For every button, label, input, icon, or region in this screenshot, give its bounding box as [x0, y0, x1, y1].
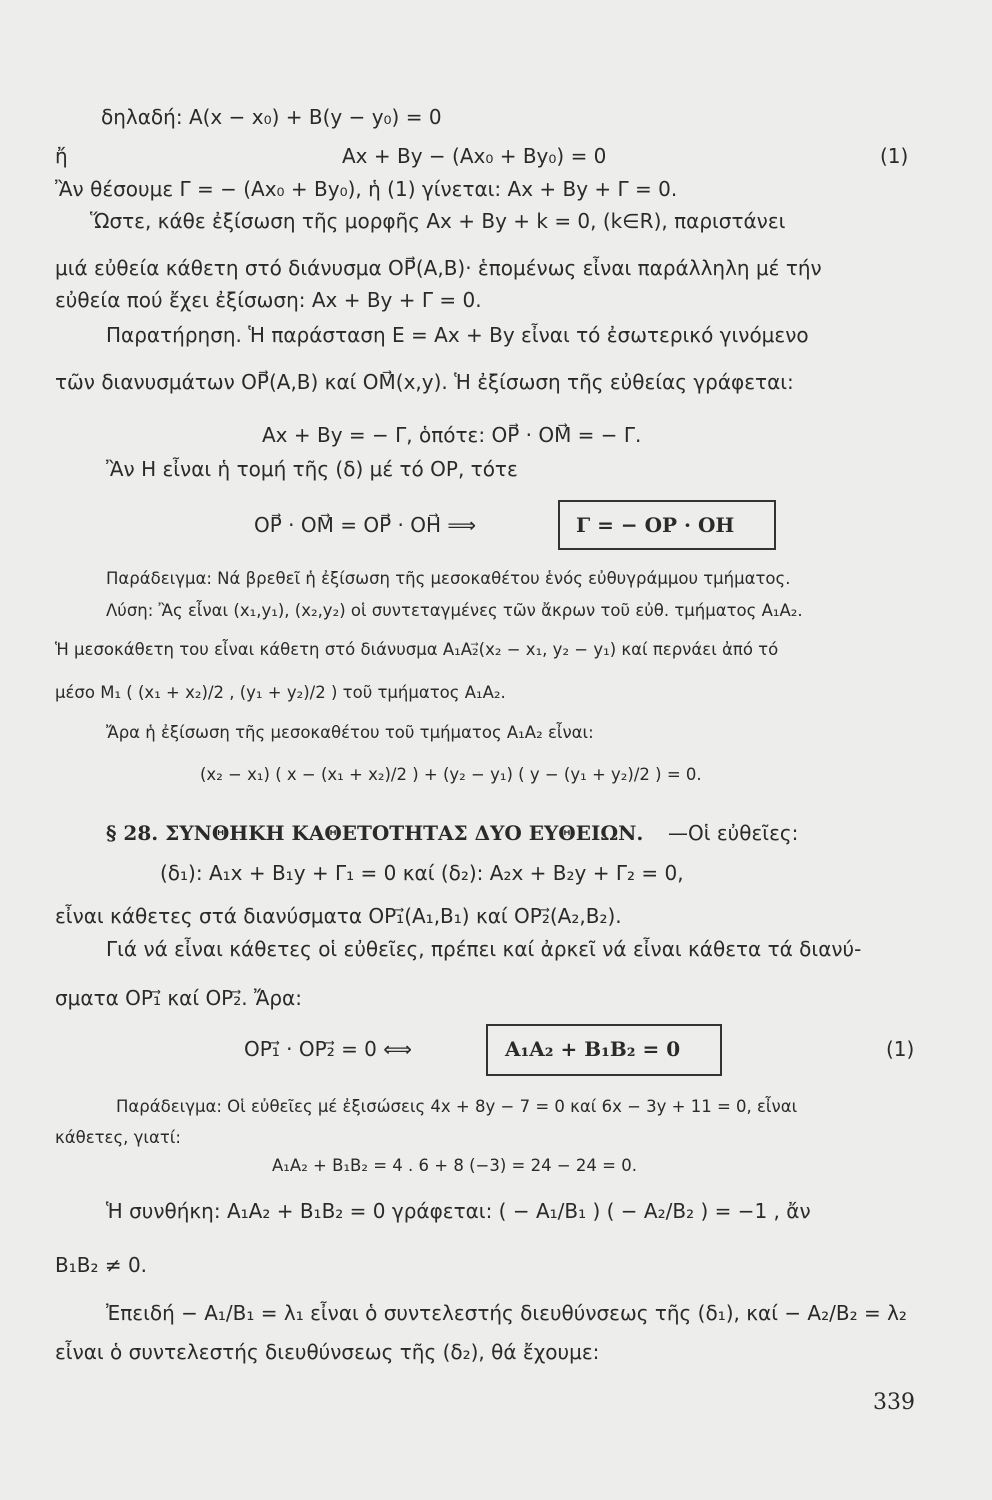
text-line: Ὥστε, κάθε ἐξίσωση τῆς μορφῆς Ax + By + k = 0, (k∈R), παριστάνει: [90, 209, 786, 233]
text-line: εἶναι ὁ συντελεστής διευθύνσεως τῆς (δ₂), θά ἔχουμε:: [55, 1340, 600, 1364]
text-line: B₁B₂ ≠ 0.: [55, 1253, 148, 1277]
boxed-formula-2: [486, 1024, 722, 1076]
text-line: Ax + By = − Γ, ὁπότε: OP⃗ · OM⃗ = − Γ.: [262, 423, 642, 447]
text-line: Ἡ μεσοκάθετη του εἶναι κάθετη στό διάνυσμα A₁A₂⃗(x₂ − x₁, y₂ − y₁) καί περνάει ἀπό τό: [55, 640, 779, 659]
text-line: κάθετες, γιατί:: [55, 1128, 181, 1147]
text-line: ἤ: [55, 144, 68, 168]
text-line: μέσο M₁ ( (x₁ + x₂)/2 , (y₁ + y₂)/2 ) τοῦ τμήματος A₁A₂.: [55, 683, 506, 702]
text-line: (1): [886, 1037, 915, 1061]
page-number: 339: [873, 1390, 915, 1415]
text-line: Ἂν θέσουμε Γ = − (Ax₀ + By₀), ἡ (1) γίνεται: Ax + By + Γ = 0.: [55, 177, 678, 201]
text-line: A₁A₂ + B₁B₂ = 4 . 6 + 8 (−3) = 24 − 24 = 0.: [272, 1156, 637, 1175]
text-line: Ax + By − (Ax₀ + By₀) = 0: [342, 144, 607, 168]
boxed-formula-1: [558, 500, 776, 550]
text-line: εἶναι κάθετες στά διανύσματα OP₁⃗(A₁,B₁) καί OP₂⃗(A₂,B₂).: [55, 904, 622, 928]
text-line: Παράδειγμα: Νά βρεθεῖ ἡ ἐξίσωση τῆς μεσοκαθέτου ἑνός εὐθυγράμμου τμήματος.: [106, 569, 791, 588]
text-line: μιά εὐθεία κάθετη στό διάνυσμα OP⃗(A,B)· ἑπομένως εἶναι παράλληλη μέ τήν: [55, 256, 822, 280]
text-line: εὐθεία πού ἔχει ἐξίσωση: Ax + By + Γ = 0.: [55, 288, 482, 312]
text-line: OP⃗ · OM⃗ = OP⃗ · OH⃗ ⟹: [254, 513, 477, 537]
text-line: Ἐπειδή − A₁/B₁ = λ₁ εἶναι ὁ συντελεστής διευθύνσεως τῆς (δ₁), καί − A₂/B₂ = λ₂: [106, 1301, 907, 1325]
text-line: τῶν διανυσμάτων OP⃗(A,B) καί OM⃗(x,y). Ἡ ἐξίσωση τῆς εὐθείας γράφεται:: [55, 370, 794, 394]
text-line: Ἄρα ἡ ἐξίσωση τῆς μεσοκαθέτου τοῦ τμήματος A₁A₂ εἶναι:: [106, 723, 594, 742]
text-line: OP₁⃗ · OP₂⃗ = 0 ⟺: [244, 1037, 412, 1061]
text-line: Λύση: Ἂς εἶναι (x₁,y₁), (x₂,y₂) οἱ συντεταγμένες τῶν ἄκρων τοῦ εὐθ. τμήματος A₁A₂.: [106, 601, 803, 620]
text-line: —Οἱ εὐθεῖες:: [668, 821, 799, 845]
text-line: § 28. ΣΥΝΘΗΚΗ ΚΑΘΕΤΟΤΗΤΑΣ ΔΥΟ ΕΥΘΕΙΩΝ.: [106, 821, 644, 845]
text-line: (δ₁): A₁x + B₁y + Γ₁ = 0 καί (δ₂): A₂x + B₂y + Γ₂ = 0,: [160, 861, 684, 885]
text-line: (x₂ − x₁) ( x − (x₁ + x₂)/2 ) + (y₂ − y₁) ( y − (y₁ + y₂)/2 ) = 0.: [200, 765, 702, 784]
text-line: Παράδειγμα: Οἱ εὐθεῖες μέ ἐξισώσεις 4x + 8y − 7 = 0 καί 6x − 3y + 11 = 0, εἶναι: [116, 1097, 798, 1116]
text-line: Γιά νά εἶναι κάθετες οἱ εὐθεῖες, πρέπει καί ἀρκεῖ νά εἶναι κάθετα τά διανύ-: [106, 937, 862, 961]
text-line: σματα OP₁⃗ καί OP₂⃗. Ἄρα:: [55, 986, 302, 1010]
text-line: A₁A₂ + B₁B₂ = 0: [505, 1037, 681, 1061]
text-line: δηλαδή: A(x − x₀) + B(y − y₀) = 0: [101, 105, 442, 129]
text-line: Ἡ συνθήκη: A₁A₂ + B₁B₂ = 0 γράφεται: ( − A₁/B₁ ) ( − A₂/B₂ ) = −1 , ἄν: [106, 1199, 811, 1223]
text-line: Παρατήρηση. Ἡ παράσταση E = Ax + By εἶναι τό ἐσωτερικό γινόμενο: [106, 323, 809, 347]
text-line: Ἂν H εἶναι ἡ τομή τῆς (δ) μέ τό OP, τότε: [106, 457, 518, 481]
text-line: Γ = − OP · OH: [576, 513, 735, 537]
text-line: (1): [880, 144, 909, 168]
